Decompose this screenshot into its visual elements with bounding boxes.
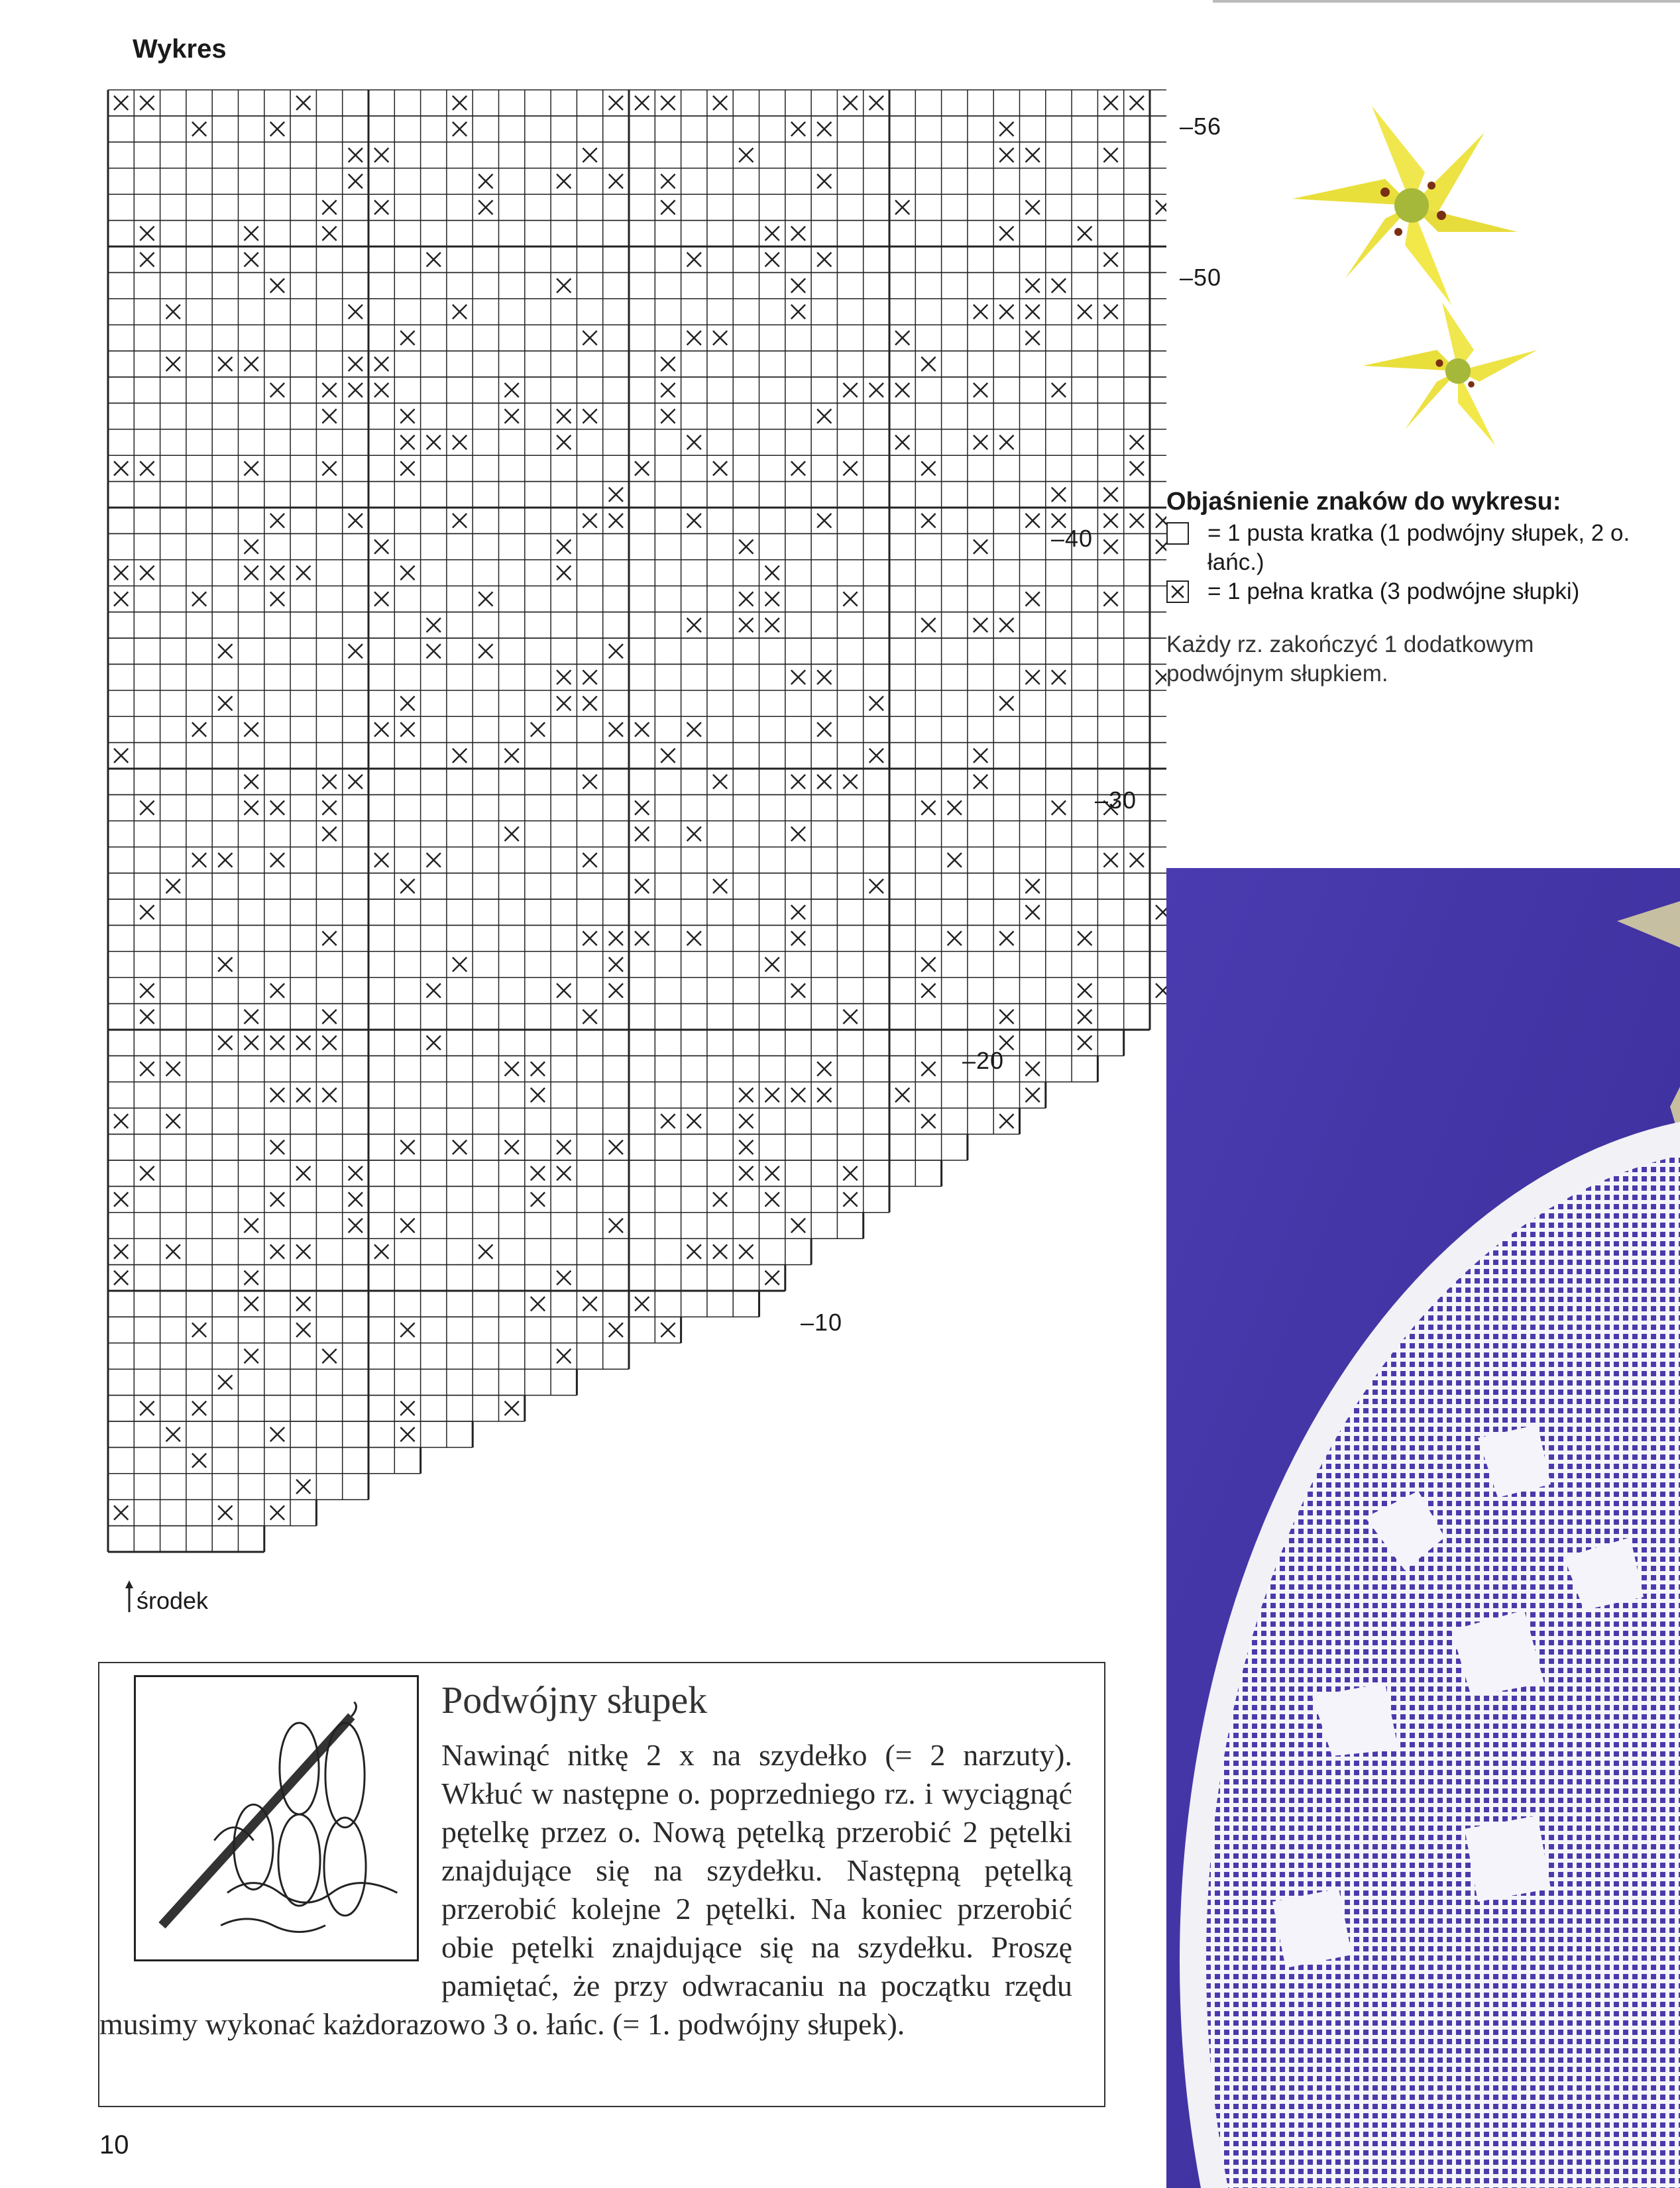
chart-heading: Wykres <box>133 34 227 64</box>
instruction-body: Nawinąć nitkę 2 x na szydełko (= 2 narzuty). Wkłuć w następne o. poprzedniego rz. i wyciągnąć pętelkę przez o. Nową pętelką przerobić 2 pętelki znajdujące się na szydełku. Następną pętelką przerobić kolejne 2 pętelki. Na koniec przerobić obie pętelki znajdujące się na szydełku. Proszę pamiętać, że przy odwracaniu na początku rzędu musimy wykonać każdorazowo 3 o. łańc. (= 1. podwójny słupek). <box>99 1738 1072 2041</box>
legend-item-cross <box>1166 577 1630 606</box>
row-marker-label: 56 <box>1194 113 1222 140</box>
row-marker-30: –30 <box>1095 787 1137 814</box>
page-number: 10 <box>99 2130 129 2160</box>
legend-item-text: = 1 pełna kratka (3 podwójne słupki) <box>1207 578 1580 604</box>
top-rule <box>1213 0 1680 3</box>
legend-item-text: = 1 pusta kratka (1 podwójny słupek, 2 o. łańc.) <box>1207 520 1630 575</box>
doily-photo <box>1166 868 1680 2188</box>
crochet-hook-diagram <box>134 1675 419 1961</box>
legend-item-empty <box>1166 519 1630 577</box>
row-marker-label: 10 <box>814 1309 843 1336</box>
instruction-box <box>98 1662 1105 2107</box>
row-marker-label: 40 <box>1065 525 1093 552</box>
instruction-title: Podwójny słupek <box>441 1678 708 1722</box>
row-marker-20: –20 <box>962 1047 1005 1074</box>
empty-square-icon <box>1166 522 1189 545</box>
row-marker-label: 50 <box>1194 264 1222 291</box>
arrow-up-icon <box>125 1580 134 1614</box>
cross-square-icon <box>1166 580 1189 603</box>
row-marker-label: 30 <box>1109 787 1137 814</box>
row-marker-label: 20 <box>976 1047 1005 1074</box>
row-marker-10: –10 <box>801 1309 843 1336</box>
row-marker-50: –50 <box>1180 264 1222 291</box>
lily-flower-image <box>1279 106 1597 477</box>
legend-note: Każdy rz. zakończyć 1 dodatkowym podwójnym słupkiem. <box>1166 631 1534 686</box>
legend-title: Objaśnienie znaków do wykresu: <box>1166 488 1561 516</box>
center-label: środek <box>137 1587 209 1614</box>
legend <box>1166 487 1630 688</box>
row-marker-56: –56 <box>1180 113 1222 140</box>
row-marker-40: –40 <box>1051 525 1093 552</box>
